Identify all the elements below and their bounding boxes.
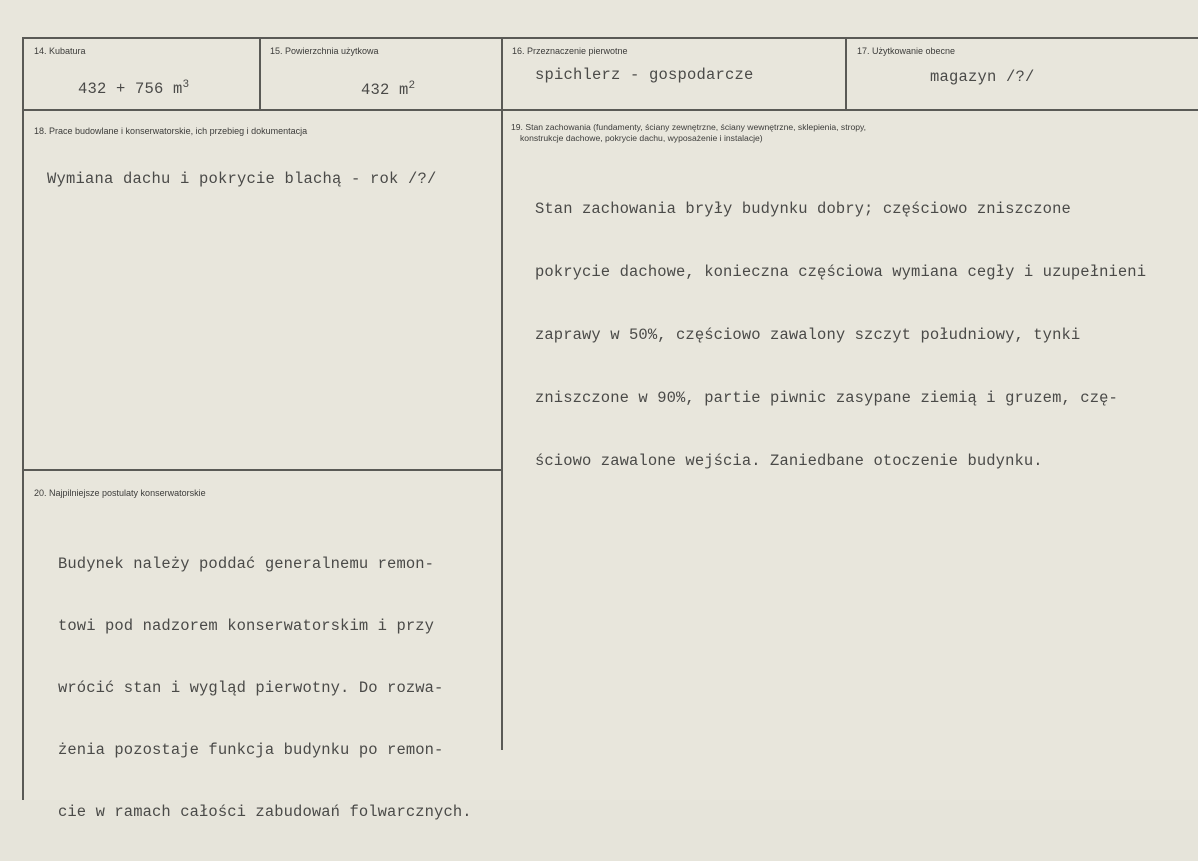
divider-18-20	[22, 469, 503, 471]
field-20-line: żenia pozostaje funkcja budynku po remon-	[58, 741, 444, 759]
field-19-label-line2: konstrukcje dachowe, pokrycie dachu, wyposażenie i instalacje)	[520, 133, 763, 143]
left-border	[22, 37, 24, 800]
field-19-line: Stan zachowania bryły budynku dobry; częściowo zniszczone	[535, 200, 1071, 218]
field-14-label: 14. Kubatura	[34, 46, 86, 56]
field-19-line: ściowo zawalone wejścia. Zaniedbane otoczenie budynku.	[535, 452, 1043, 470]
field-20-line: towi pod nadzorem konserwatorskim i przy	[58, 617, 435, 635]
field-17-value: magazyn /?/	[930, 68, 1035, 86]
field-19-label-line1: 19. Stan zachowania (fundamenty, ściany zewnętrzne, ściany wewnętrzne, sklepienia, stropy,	[511, 122, 867, 132]
field-19-text	[535, 160, 1195, 511]
divider-14-15	[259, 37, 261, 110]
field-15-value-text: 432 m	[361, 81, 409, 99]
field-16-label: 16. Przeznaczenie pierwotne	[512, 46, 628, 56]
field-18-value: Wymiana dachu i pokrycie blachą - rok /?/	[47, 170, 437, 188]
field-15-value	[323, 63, 415, 117]
field-14-value	[40, 62, 189, 116]
field-14-value-text: 432 + 756 m	[78, 80, 183, 98]
field-17-label: 17. Użytkowanie obecne	[857, 46, 956, 56]
field-16-value: spichlerz - gospodarcze	[535, 66, 754, 84]
field-15-exponent: 2	[408, 80, 416, 92]
field-20-line: Budynek należy poddać generalnemu remon-	[58, 555, 435, 573]
field-20-label: 20. Najpilniejsze postulaty konserwatorskie	[34, 488, 206, 498]
field-15-label: 15. Powierzchnia użytkowa	[270, 46, 379, 56]
divider-16-center	[501, 37, 503, 750]
field-14-exponent: 3	[182, 79, 190, 91]
field-20-line: wrócić stan i wygląd pierwotny. Do rozwa-	[58, 679, 444, 697]
field-18-label: 18. Prace budowlane i konserwatorskie, ich przebieg i dokumentacja	[34, 126, 308, 136]
row1-bottom-border	[22, 109, 1198, 111]
field-19-line: zniszczone w 90%, partie piwnic zasypane ziemią i gruzem, czę-	[535, 389, 1118, 407]
divider-16-17	[845, 37, 847, 110]
field-20-text	[58, 515, 472, 861]
field-19-line: pokrycie dachowe, konieczna częściowa wymiana cegły i uzupełnieni	[535, 263, 1147, 281]
field-20-line: cie w ramach całości zabudowań folwarcznych.	[58, 803, 472, 821]
field-19-line: zaprawy w 50%, częściowo zawalony szczyt południowy, tynki	[535, 326, 1081, 344]
top-border	[22, 37, 1198, 39]
